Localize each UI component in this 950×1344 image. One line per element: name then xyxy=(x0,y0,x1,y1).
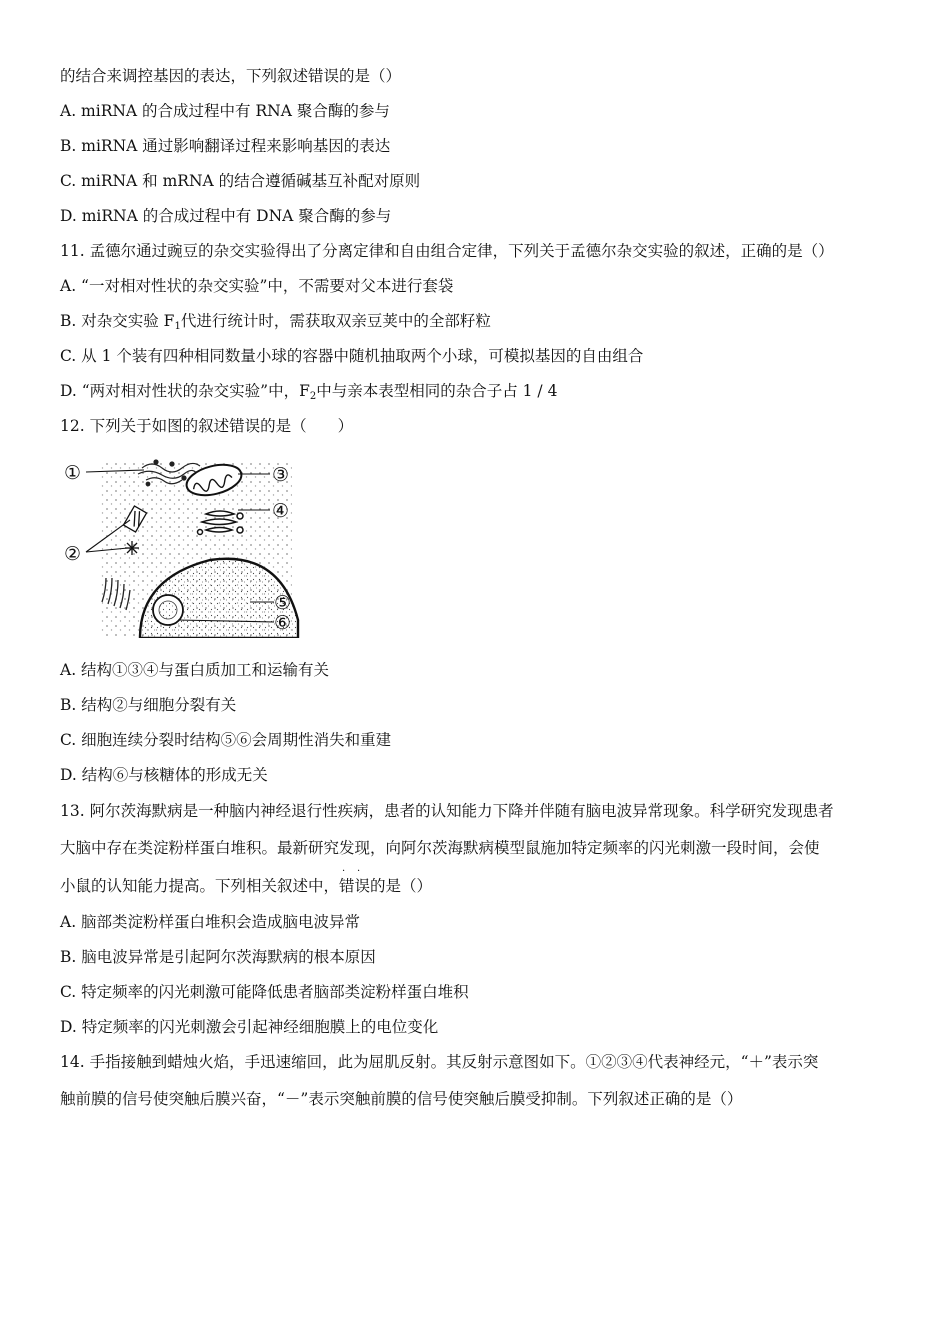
q13-emphasis-word xyxy=(339,866,371,895)
q13-option-b: B. 脑电波异常是引起阿尔茨海默病的根本原因 xyxy=(60,948,376,966)
q13-emphasis-text: 错误 xyxy=(339,877,371,895)
q10-option-d: D. miRNA 的合成过程中有 DNA 聚合酶的参与 xyxy=(60,207,392,225)
q11-option-b-sub: 1 xyxy=(174,321,181,332)
q10-option-c: C. miRNA 和 mRNA 的结合遵循碱基互补配对原则 xyxy=(60,172,421,190)
q11-option-d-post: 中与亲本表型相同的杂合子占 1 / 4 xyxy=(316,382,558,400)
q11-option-d-pre: D. “两对相对性状的杂交实验”中，F xyxy=(60,382,310,400)
q11-option-b-post: 代进行统计时，需获取双亲豆荚中的全部籽粒 xyxy=(180,312,491,330)
label-3: ③ xyxy=(272,464,290,486)
emphasis-dot-2: · xyxy=(357,866,361,877)
label-6: ⑥ xyxy=(274,612,292,634)
q13-stem-line-3 xyxy=(60,866,433,896)
label-4: ④ xyxy=(272,500,290,522)
label-5: ⑤ xyxy=(274,592,292,614)
emphasis-dot-1: · xyxy=(342,866,346,877)
q10-option-b: B. miRNA 通过影响翻译过程来影响基因的表达 xyxy=(60,137,391,155)
q13-stem-line-2: 大脑中存在类淀粉样蛋白堆积。最新研究发现，向阿尔茨海默病模型鼠施加特定频率的闪光刺激一段时间，会使 xyxy=(60,839,820,857)
q11-stem: 11. 孟德尔通过豌豆的杂交实验得出了分离定律和自由组合定律，下列关于孟德尔杂交实验的叙述，正确的是（） xyxy=(60,242,834,260)
q12-option-b: B. 结构②与细胞分裂有关 xyxy=(60,696,237,714)
q11-option-b xyxy=(60,311,491,337)
q13-stem-line-3-post: 的是（） xyxy=(370,877,433,895)
label-2: ② xyxy=(64,543,82,565)
q12-option-d: D. 结构⑥与核糖体的形成无关 xyxy=(60,766,268,784)
q11-option-a: A. “一对相对性状的杂交实验”中，不需要对父本进行套袋 xyxy=(60,277,454,295)
q13-stem-line-1: 13. 阿尔茨海默病是一种脑内神经退行性疾病，患者的认知能力下降并伴随有脑电波异常现象。科学研究发现患者 xyxy=(60,802,834,820)
q10-option-a: A. miRNA 的合成过程中有 RNA 聚合酶的参与 xyxy=(60,102,390,120)
q11-option-b-pre: B. 对杂交实验 F xyxy=(60,312,175,330)
q13-stem-line-3-pre: 小鼠的认知能力提高。下列相关叙述中， xyxy=(60,877,340,895)
q11-option-c: C. 从 1 个装有四种相同数量小球的容器中随机抽取两个小球，可模拟基因的自由组合 xyxy=(60,347,644,365)
q14-stem-line-2: 触前膜的信号使突触后膜兴奋，“－”表示突触前膜的信号使突触后膜受抑制。下列叙述正确的是（） xyxy=(60,1090,743,1108)
q14-stem-line-1: 14. 手指接触到蜡烛火焰，手迅速缩回，此为屈肌反射。其反射示意图如下。①②③④代表神经元，“＋”表示突 xyxy=(60,1053,819,1071)
q13-option-c: C. 特定频率的闪光刺激可能降低患者脑部类淀粉样蛋白堆积 xyxy=(60,983,469,1001)
q11-option-d xyxy=(60,381,557,407)
cell-diagram xyxy=(60,452,300,638)
q13-option-a: A. 脑部类淀粉样蛋白堆积会造成脑电波异常 xyxy=(60,913,361,931)
label-1: ① xyxy=(64,462,82,484)
q11-option-d-sub: 2 xyxy=(309,391,317,402)
q12-stem: 12. 下列关于如图的叙述错误的是（ ） xyxy=(60,417,354,435)
q10-stem-tail: 的结合来调控基因的表达，下列叙述错误的是（） xyxy=(60,67,402,85)
q13-option-d: D. 特定频率的闪光刺激会引起神经细胞膜上的电位变化 xyxy=(60,1018,439,1036)
q12-option-c: C. 细胞连续分裂时结构⑤⑥会周期性消失和重建 xyxy=(60,731,392,749)
q12-option-a: A. 结构①③④与蛋白质加工和运输有关 xyxy=(60,661,330,679)
